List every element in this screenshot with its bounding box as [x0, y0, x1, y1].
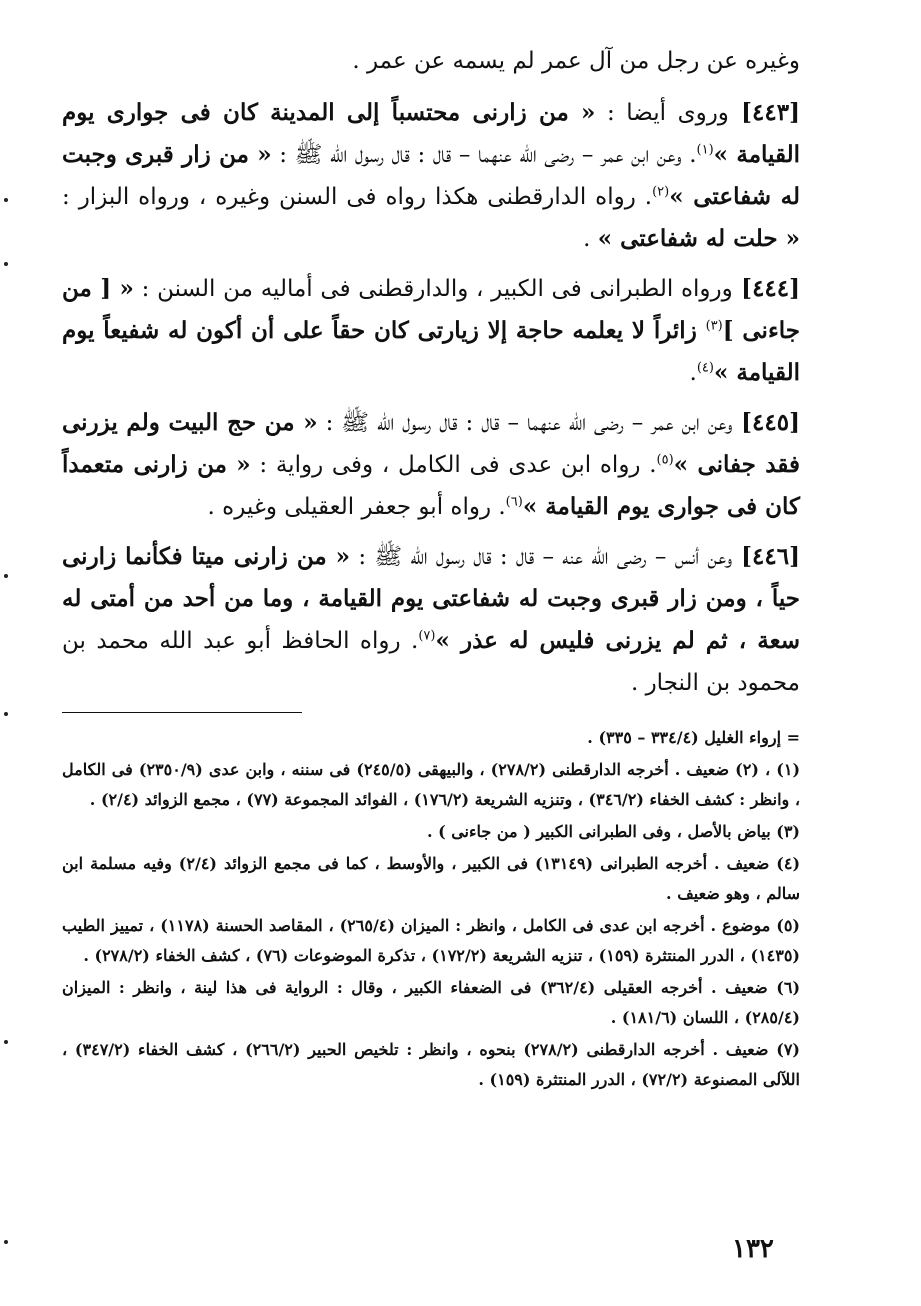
text-span: وعن ابن عمر – رضى الله عنهما – قال : قال رسول الله ﷺ : [317, 410, 733, 436]
footnote: (٧) ضعيف . أخرجه الدارقطنى (٢٧٨/٢) بنحوه ، وانظر : تلخيص الحبير (٢٦٦/٢) ، كشف الخفاء (٣٤٧/٢) ، اللآلى المصنوعة (٧٢/٢) ، الدرر المنتثرة (١٥٩) . [62, 1040, 800, 1089]
text-span: . [689, 360, 697, 386]
text-span: . وعن ابن عمر – رضى الله عنهما – قال : قال رسول الله ﷺ : [271, 142, 697, 168]
paragraph-p445 [62, 402, 800, 528]
edge-mark [4, 262, 8, 266]
footnote-marker: (١) [696, 142, 714, 158]
text-span: . رواه الحافظ أبو عبد الله محمد بن محمود بن النجار . [62, 628, 800, 696]
footnote-marker: (٦) [505, 494, 523, 510]
text-span: وروى أيضا : [595, 100, 729, 126]
bold-text: [٤٤٣] [728, 99, 800, 126]
edge-mark [4, 198, 8, 202]
footnote-divider [62, 712, 302, 713]
footnote-marker: (٣) [705, 318, 723, 334]
edge-mark [4, 574, 8, 578]
text-span: وغيره عن رجل من آل عمر لم يسمه عن عمر . [352, 48, 800, 74]
bold-text: « حلت له شفاعتى » [597, 225, 800, 252]
paragraph-p446 [62, 536, 800, 704]
footnote-marker: (٥) [656, 452, 674, 468]
text-span: . رواه ابن عدى فى الكامل ، وفى رواية : [250, 452, 657, 478]
bold-text: « من زارنى محتسباً إلى المدينة كان فى جوارى يوم القيامة » [62, 99, 800, 168]
bold-text: « من زارنى متعمداً كان فى جوارى يوم القيامة » [62, 451, 800, 520]
footnotes [62, 723, 800, 1095]
main-text [62, 40, 800, 704]
bold-text: « من زارنى ميتا فكأنما زارنى حياً ، ومن زار قبرى وجبت له شفاعتى يوم القيامة ، وما من أحد من أمتى له سعة ، ثم لم يزرنى فليس له عذر » [62, 543, 800, 654]
footnote-marker: (٤) [696, 360, 714, 376]
footnote-marker: (٢) [652, 184, 670, 200]
bold-text: « من زار قبرى وجبت له شفاعتى » [62, 141, 800, 210]
footnote: (١) ، (٢) ضعيف . أخرجه الدارقطنى (٢٧٨/٢) ، والبيهقى (٢٤٥/٥) فى سننه ، وابن عدى (٢٣٥٠/٩) فى الكامل ، وانظر : كشف الخفاء (٣٤٦/٢) ، وتنزيه الشريعة (١٧٦/٢) ، الفوائد المجموعة (٧٧) ، مجمع الزوائد (٢/٤) . [62, 760, 801, 809]
footnote: (٥) موضوع . أخرجه ابن عدى فى الكامل ، وانظر : الميزان (٢٦٥/٤) ، المقاصد الحسنة (١١٧٨) ، تمييز الطيب (١٤٣٥) ، الدرر المنتثرة (١٥٩) ، تنزيه الشريعة (١٧٢/٢) ، تذكرة الموضوعات (٧٦) ، كشف الخفاء (٢٧٨/٢) . [62, 916, 800, 965]
footnote: (٣) بياض بالأصل ، وفى الطبرانى الكبير ( من جاءنى ) . [426, 822, 800, 841]
bold-text: [٤٤٤] [732, 275, 801, 302]
text-span: . رواه أبو جعفر العقيلى وغيره . [207, 494, 506, 520]
text-span: . رواه الدارقطنى هكذا رواه فى السنن وغيره ، ورواه البزار : [62, 184, 653, 210]
bold-text: زائراً لا يعلمه حاجة إلا زيارتى كان حقاً على أن أكون له شفيعاً يوم القيامة » [62, 317, 800, 386]
footnote: (٦) ضعيف . أخرجه العقيلى (٣٦٢/٤) فى الضعفاء الكبير ، وقال : الرواية فى هذا لينة ، وانظر : الميزان (٢٨٥/٤) ، اللسان (١٨١/٦) . [62, 978, 801, 1027]
bold-text: [٤٤٥] [732, 409, 800, 436]
paragraph-p444 [62, 268, 800, 394]
footnote: (٤) ضعيف . أخرجه الطبرانى (١٣١٤٩) فى الكبير ، والأوسط ، كما فى مجمع الزوائد (٢/٤) وفيه مسلمة ابن سالم ، وهو ضعيف . [62, 854, 801, 903]
edge-mark [4, 1040, 8, 1044]
bold-text: « من حج البيت ولم يزرنى فقد جفانى » [62, 409, 800, 478]
text-span: ورواه الطبرانى فى الكبير ، والدارقطنى فى أماليه من السنن : [133, 276, 733, 302]
edge-mark [4, 1240, 8, 1244]
paragraph-p443 [62, 92, 800, 260]
page-body [62, 40, 800, 1097]
text-span: وعن أنس – رضى الله عنه – قال : قال رسول الله ﷺ : [350, 544, 733, 570]
edge-mark [4, 712, 8, 716]
bold-text: [٤٤٦] [732, 543, 800, 570]
bold-text: « [ من جاءنى ] [62, 275, 800, 344]
footnote: = إرواء الغليل (٣٣٤/٤ – ٣٣٥) . [587, 728, 800, 747]
page-number: ١٣٢ [732, 1234, 774, 1264]
text-span: . [583, 226, 598, 252]
footnote-marker: (٧) [418, 628, 436, 644]
paragraph-p0 [62, 40, 800, 82]
